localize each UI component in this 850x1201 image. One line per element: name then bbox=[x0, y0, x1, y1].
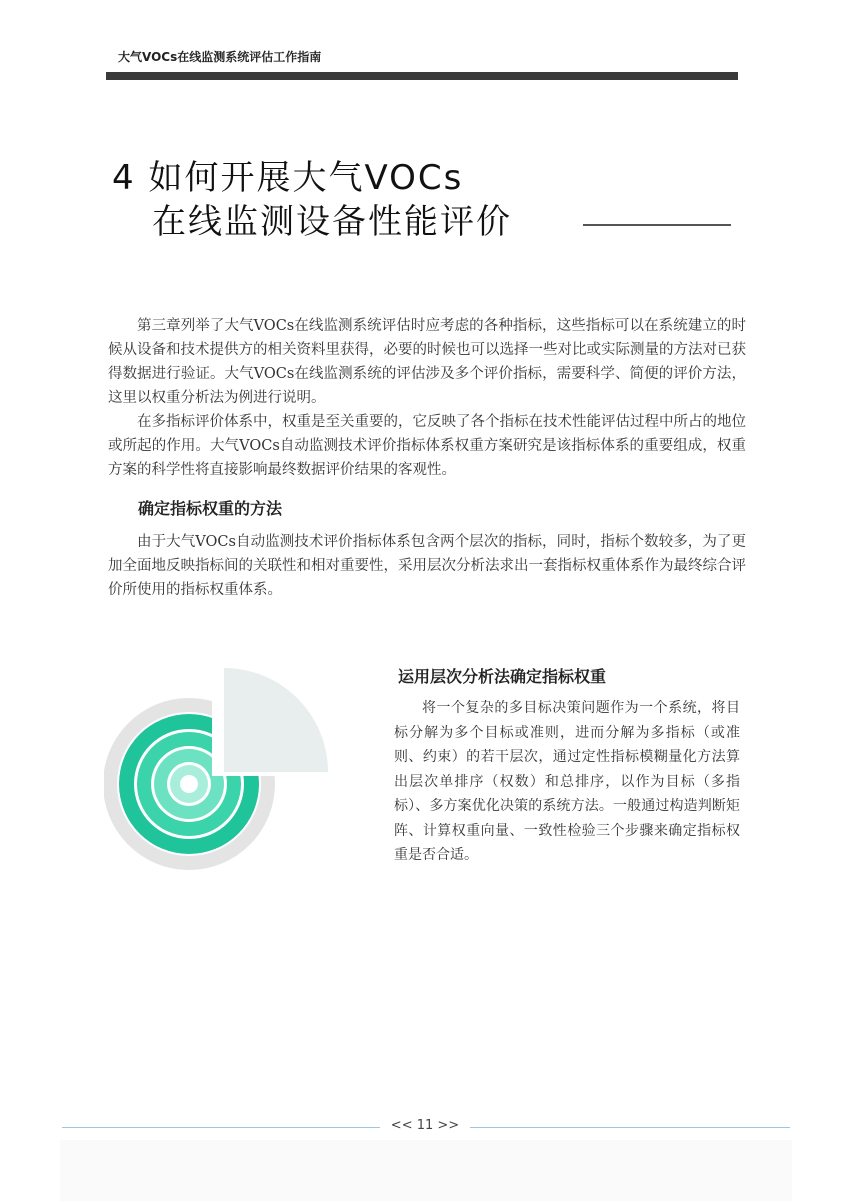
header-bar bbox=[106, 72, 738, 80]
subsection-text bbox=[394, 696, 740, 868]
footer-rule-left bbox=[62, 1127, 380, 1128]
document-header-title: 大气VOCs在线监测系统评估工作指南 bbox=[118, 50, 322, 64]
intro-paragraph-2: 在多指标评价体系中，权重是至关重要的，它反映了各个指标在技术性能评估过程中所占的地位或所起的作用。大气VOCs自动监测技术评价指标体系权重方案研究是该指标体系的重要组成，权重方案的科学性将直接影响最终数据评价结果的客观性。 bbox=[108, 414, 746, 478]
section-text bbox=[108, 530, 746, 602]
chapter-title-line1: 4 如何开展大气VOCs bbox=[112, 158, 464, 198]
center-dot bbox=[180, 775, 198, 793]
chapter-title bbox=[112, 156, 512, 244]
section-heading: 确定指标权重的方法 bbox=[138, 499, 283, 518]
footer-rule-right bbox=[470, 1127, 790, 1128]
intro-text bbox=[108, 314, 746, 482]
subsection-paragraph: 将一个复杂的多目标决策问题作为一个系统，将目标分解为多个目标或准则，进而分解为多指标（或准则、约束）的若干层次，通过定性指标模糊量化方法算出层次单排序（权数）和总排序，以作为目标（多指标）、多方案优化决策的系统方法。一般通过构造判断矩阵、计算权重向量、一致性检验三个步骤来确定指标权重是否合适。 bbox=[394, 700, 740, 863]
intro-paragraph-1: 第三章列举了大气VOCs在线监测系统评估时应考虑的各种指标，这些指标可以在系统建立的时候从设备和技术提供方的相关资料里获得，必要的时候也可以选择一些对比或实际测量的方法对已获得数据进行验证。大气VOCs在线监测系统的评估涉及多个评价指标，需要科学、简便的评价方法，这里以权重分析法为例进行说明。 bbox=[108, 318, 746, 406]
section-paragraph: 由于大气VOCs自动监测技术评价指标体系包含两个层次的指标，同时，指标个数较多，为了更加全面地反映指标间的关联性和相对重要性，采用层次分析法求出一套指标权重体系作为最终综合评价所使用的指标权重体系。 bbox=[108, 534, 746, 598]
chapter-title-line2: 在线监测设备性能评价 bbox=[152, 202, 512, 242]
bottom-band bbox=[60, 1140, 792, 1201]
subsection-heading: 运用层次分析法确定指标权重 bbox=[398, 667, 607, 686]
title-rule bbox=[583, 224, 731, 226]
concentric-rings-quarter-icon bbox=[104, 664, 344, 904]
page-number: << 11 >> bbox=[390, 1118, 460, 1133]
